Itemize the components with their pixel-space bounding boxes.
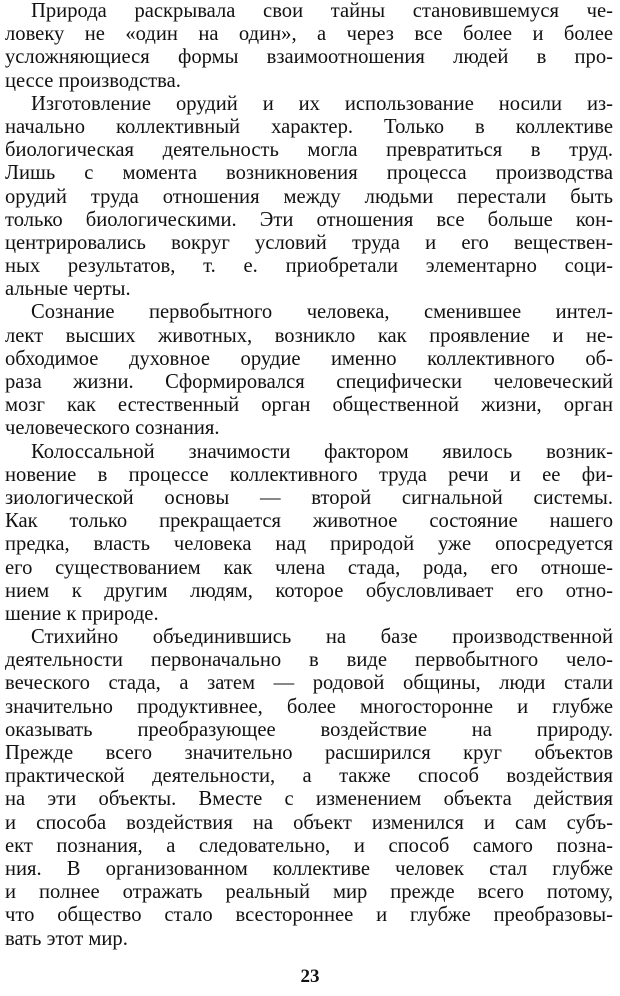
text-line: цессе производства.: [5, 69, 181, 92]
text-line: лект высших животных, возникло как проявление и не-: [5, 324, 613, 347]
text-line: ект познания, а следовательно, и способ самого позна-: [5, 834, 613, 857]
paragraph: [5, 0, 613, 93]
text-line: и способа воздействия на объект изменился и сам субъ-: [5, 811, 613, 834]
text-line: нием к другим людям, которое обусловливает его отно-: [5, 579, 613, 602]
text-line: биологическая деятельность могла превратиться в труд.: [5, 139, 613, 162]
text-line: ных результатов, т. е. приобретали элементарно соци-: [5, 255, 613, 278]
text-line: начально коллективный характер. Только в коллективе: [5, 115, 613, 138]
text-line: раза жизни. Сформировался специфически человеческий: [5, 371, 613, 393]
body-text: [5, 0, 613, 951]
text-line: Сознание первобытного человека, сменившее интел-: [31, 301, 613, 324]
text-line: его существованием как члена стада, рода, его отноше-: [5, 556, 613, 579]
text-line: новение в процессе коллективного труда речи и ее фи-: [5, 463, 613, 486]
text-line: оказывать преобразующее воздействие на природу.: [5, 718, 613, 741]
text-line: Прежде всего значительно расширился круг объектов: [5, 742, 613, 764]
text-line: предка, власть человека над природой уже опосредуется: [5, 533, 613, 556]
text-line: на эти объекты. Вместе с изменением объекта действия: [5, 788, 613, 811]
text-line: Природа раскрывала свои тайны становившемуся че-: [31, 0, 613, 22]
text-line: вать этот мир.: [5, 927, 128, 950]
text-line: мозг как естественный орган общественной жизни, орган: [5, 394, 613, 417]
text-line: Стихийно объединившись на базе производственной: [31, 626, 613, 649]
paragraph: [5, 93, 613, 302]
text-line: деятельности первоначально в виде первобытного чело-: [5, 649, 613, 672]
text-line: Колоссальной значимости фактором явилось возник-: [31, 440, 613, 463]
text-line: центрировались вокруг условий труда и его веществен-: [5, 231, 613, 254]
text-line: значительно продуктивнее, более многосторонне и глубже: [5, 695, 613, 718]
paragraph: [5, 441, 613, 627]
text-line: Лишь с момента возникновения процесса производства: [5, 162, 613, 185]
text-line: только биологическими. Эти отношения все больше кон-: [5, 208, 613, 231]
text-line: ловеку не «один на один», а через все более и более: [5, 23, 613, 46]
text-line: веческого стада, а затем — родовой общины, люди стали: [5, 672, 613, 695]
text-line: Как только прекращается животное состояние нашего: [5, 510, 613, 533]
text-line: и полнее отражать реальный мир прежде всего потому,: [5, 881, 613, 904]
text-line: зиологической основы — второй сигнальной системы.: [5, 486, 613, 509]
paragraph: [5, 626, 613, 951]
text-line: практической деятельности, а также способ воздействия: [5, 765, 613, 788]
text-line: усложняющиеся формы взаимоотношения людей в про-: [5, 46, 613, 69]
text-line: человеческого сознания.: [5, 417, 220, 440]
text-line: обходимое духовное орудие именно коллективного об-: [5, 347, 613, 370]
paragraph: [5, 301, 613, 440]
text-line: орудий труда отношения между людьми перестали быть: [5, 185, 613, 208]
text-line: шение к природе.: [5, 602, 159, 625]
page-number: 23: [300, 966, 320, 987]
text-line: альные черты.: [5, 278, 131, 301]
text-line: что общество стало всестороннее и глубже преобразовы-: [5, 904, 613, 927]
text-line: ния. В организованном коллективе человек стал глубже: [5, 857, 613, 880]
text-line: Изготовление орудий и их использование носили из-: [31, 92, 613, 115]
